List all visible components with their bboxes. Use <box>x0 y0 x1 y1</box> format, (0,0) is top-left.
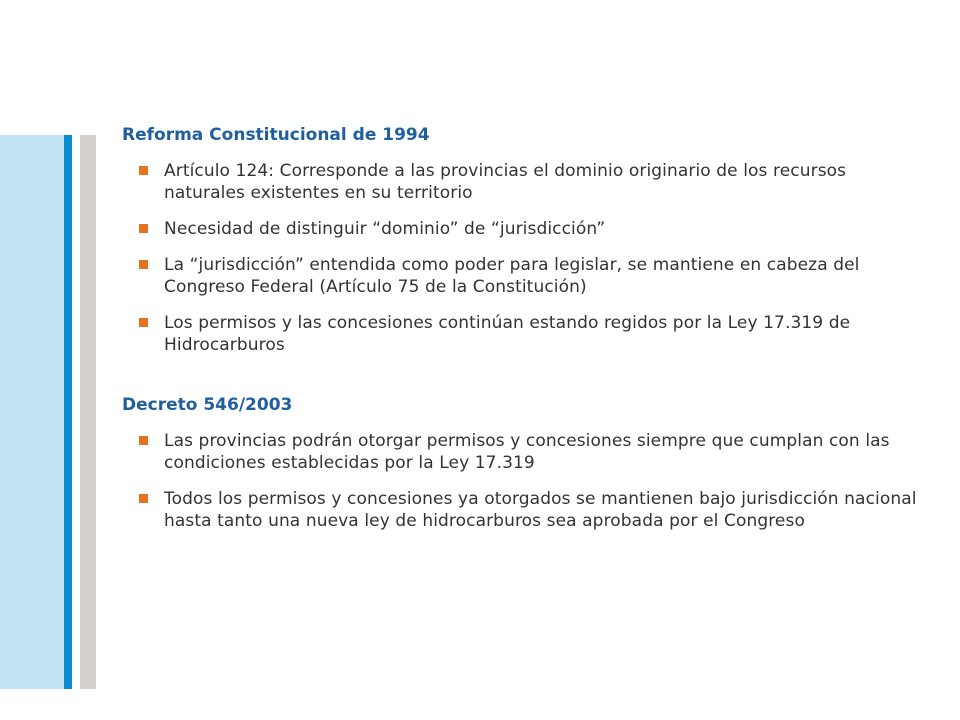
decorative-bar-gray <box>80 135 96 689</box>
section-heading: Decreto 546/2003 <box>122 395 293 415</box>
decorative-bar-light-blue <box>0 135 64 689</box>
section-decreto <box>122 394 922 532</box>
bullet-list <box>122 160 922 356</box>
square-bullet-icon <box>139 436 148 445</box>
bullet-list <box>122 430 922 532</box>
bullet-item <box>122 488 922 532</box>
section-heading: Reforma Constitucional de 1994 <box>122 125 430 145</box>
bullet-item <box>122 218 922 240</box>
bullet-text: Las provincias podrán otorgar permisos y concesiones siempre que cumplan con las condiciones establecidas por la Ley 17.319 <box>164 431 890 473</box>
bullet-item <box>122 160 922 204</box>
bullet-text: Artículo 124: Corresponde a las provincias el dominio originario de los recursos naturales existentes en su territorio <box>164 161 847 203</box>
bullet-text: Todos los permisos y concesiones ya otorgados se mantienen bajo jurisdicción nacional hasta tanto una nueva ley de hidrocarburos sea aprobada por el Congreso <box>164 489 917 531</box>
square-bullet-icon <box>139 318 148 327</box>
section-reforma-constitucional <box>122 124 922 356</box>
square-bullet-icon <box>139 494 148 503</box>
bullet-text: Necesidad de distinguir “dominio” de “jurisdicción” <box>164 219 606 239</box>
bullet-text: La “jurisdicción” entendida como poder para legislar, se mantiene en cabeza del Congreso Federal (Artículo 75 de la Constitución) <box>164 255 860 297</box>
bullet-item <box>122 254 922 298</box>
square-bullet-icon <box>139 166 148 175</box>
bullet-item <box>122 430 922 474</box>
decorative-bar-blue <box>64 135 72 689</box>
bullet-text: Los permisos y las concesiones continúan estando regidos por la Ley 17.319 de Hidrocarburos <box>164 313 851 355</box>
slide-content <box>122 124 922 546</box>
bullet-item <box>122 312 922 356</box>
square-bullet-icon <box>139 224 148 233</box>
square-bullet-icon <box>139 260 148 269</box>
